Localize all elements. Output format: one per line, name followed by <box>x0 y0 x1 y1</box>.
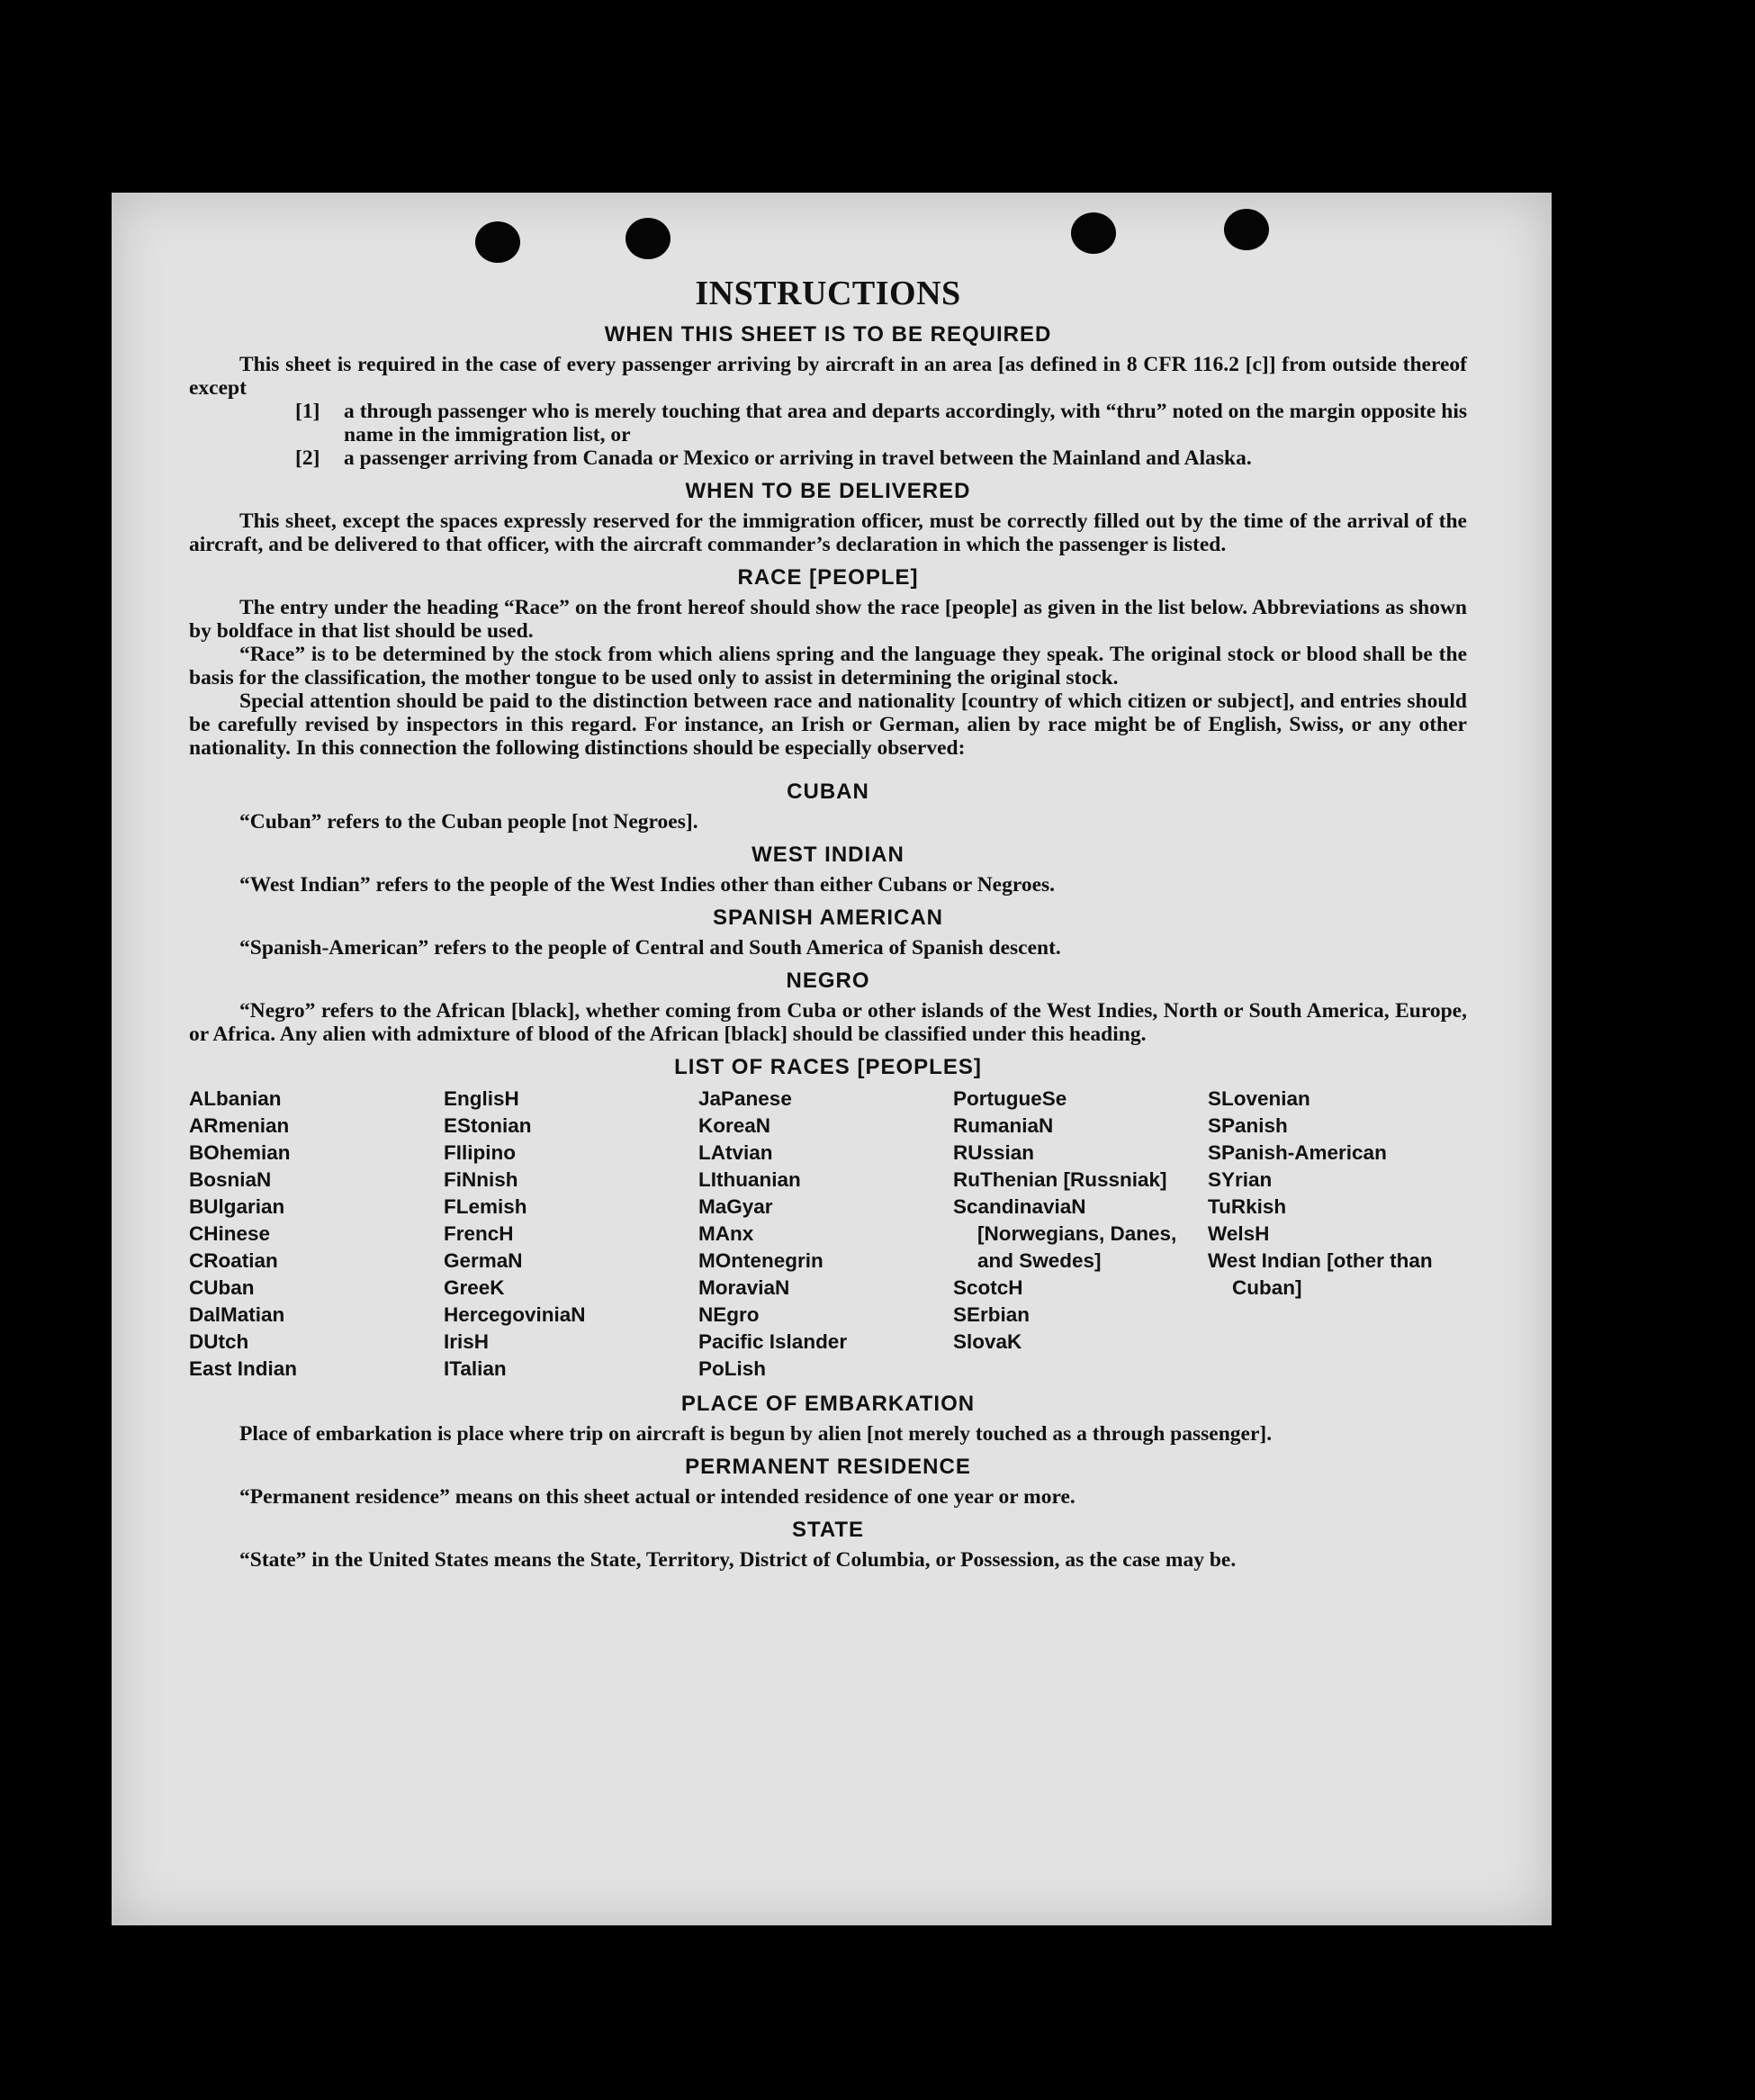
section-heading-state: STATE <box>791 1518 865 1542</box>
state-text: “State” in the United States means the State, Territory, District of Columbia, or Possession, as the case may be. <box>239 1548 1237 1572</box>
race-item: PortugueSe <box>953 1087 1067 1110</box>
race-item: SYrian <box>1208 1168 1273 1191</box>
race-item: DalMatian <box>189 1303 285 1326</box>
race-item: FrencH <box>444 1222 514 1245</box>
race-item: SlovaK <box>953 1330 1022 1353</box>
race-item: PoLish <box>698 1357 767 1380</box>
permanent-residence-text: “Permanent residence” means on this sheet actual or intended residence of one year or more. <box>239 1485 1076 1509</box>
section-heading-cuban: CUBAN <box>787 780 869 804</box>
race-item: MaGyar <box>698 1195 773 1218</box>
punch-hole <box>626 218 670 259</box>
exception-list <box>295 400 1467 470</box>
race-paragraph: Special attention should be paid to the distinction between race and nationality [country of which citizen or subject], and entries should be carefully revised by inspectors in this regard. For instance, an Irish or German, alien by race might be of English, Swiss, or any other nationality. In this connection the following distinctions should be especially observed: <box>189 689 1467 760</box>
punch-hole <box>1224 209 1269 250</box>
race-item: West Indian [other than Cuban] <box>1208 1249 1433 1299</box>
spanish-american-text: “Spanish-American” refers to the people of Central and South America of Spanish descent. <box>239 936 1061 960</box>
cuban-text: “Cuban” refers to the Cuban people [not Negroes]. <box>239 810 698 834</box>
race-column <box>444 1086 698 1383</box>
section-heading-west-indian: WEST INDIAN <box>752 843 904 867</box>
race-item: GermaN <box>444 1249 523 1272</box>
race-item: TuRkish <box>1208 1195 1287 1218</box>
race-item: FLemish <box>444 1195 527 1218</box>
section-heading-list-of-races: LIST OF RACES [PEOPLES] <box>674 1055 982 1079</box>
race-item: KoreaN <box>698 1114 771 1137</box>
race-item: HercegovinіaN <box>444 1303 586 1326</box>
race-item: FiNnish <box>444 1168 518 1191</box>
race-item: SPanish-American <box>1208 1141 1387 1164</box>
section-heading-race: RACE [PEOPLE] <box>737 565 919 590</box>
race-item: WelsH <box>1208 1222 1270 1245</box>
race-item: MOntenegrin <box>698 1249 824 1272</box>
race-item: CUban <box>189 1276 255 1299</box>
race-item: CRoatian <box>189 1249 278 1272</box>
race-item: East Indian <box>189 1357 298 1380</box>
exception-text: a passenger arriving from Canada or Mexico or arriving in travel between the Mainland and Alaska. <box>344 446 1252 470</box>
when-delivered-text: This sheet, except the spaces expressly reserved for the immigration officer, must be correctly filled out by the time of the arrival of the aircraft, and be delivered to that officer, with the aircraft commander’s declaration in which the passenger is listed. <box>189 509 1467 556</box>
race-item: RUssian <box>953 1141 1035 1164</box>
race-item: CHinese <box>189 1222 271 1245</box>
page-title: INSTRUCTIONS <box>695 275 961 312</box>
race-list <box>189 1086 1467 1383</box>
race-item: ALbanian <box>189 1087 282 1110</box>
section-heading-when-required: WHEN THIS SHEET IS TO BE REQUIRED <box>604 322 1052 347</box>
when-required-text: This sheet is required in the case of every passenger arriving by aircraft in an area [as defined in 8 CFR 116.2 [c]] from outside thereof except <box>189 353 1467 400</box>
race-item: FIlipino <box>444 1141 516 1164</box>
exception-item <box>295 400 1467 446</box>
negro-text: “Negro” refers to the African [black], whether coming from Cuba or other islands of the West Indies, North or South America, Europe, or Africa. Any alien with admixture of blood of the African [black] should be classified under this heading. <box>189 999 1467 1046</box>
race-item: NEgro <box>698 1303 760 1326</box>
section-heading-embarkation: PLACE OF EMBARKATION <box>680 1392 976 1416</box>
race-item: DUtch <box>189 1330 249 1353</box>
race-item: SPanish <box>1208 1114 1288 1137</box>
race-item: ScandinaviaN [Norwegians, Danes, and Swedes] <box>953 1195 1177 1272</box>
race-item: RumaniaN <box>953 1114 1054 1137</box>
race-item: Pacific Islander <box>698 1330 848 1353</box>
punch-hole <box>475 221 520 263</box>
race-item: IrisH <box>444 1330 490 1353</box>
race-item: LIthuanian <box>698 1168 801 1191</box>
race-item: LAtvian <box>698 1141 773 1164</box>
exception-number: [2] <box>295 446 320 470</box>
section-heading-negro: NEGRO <box>786 969 870 993</box>
race-item: ITalian <box>444 1357 507 1380</box>
document-sheet <box>112 193 1552 1925</box>
race-item: RuThenian [Russniak] <box>953 1168 1167 1191</box>
race-item: SErbian <box>953 1303 1030 1326</box>
race-column <box>953 1086 1208 1383</box>
race-item: SLovenian <box>1208 1087 1310 1110</box>
race-item: EnglisH <box>444 1087 519 1110</box>
race-item: GreeK <box>444 1276 505 1299</box>
race-item: BUlgarian <box>189 1195 285 1218</box>
race-item: MAnx <box>698 1222 754 1245</box>
race-column <box>1208 1086 1467 1383</box>
race-paragraph: The entry under the heading “Race” on the front hereof should show the race [people] as given in the list below. Abbreviations as shown by boldface in that list should be used. <box>189 596 1467 643</box>
race-item: BOhemian <box>189 1141 291 1164</box>
instructions-content <box>189 274 1467 1572</box>
race-item: BosniaN <box>189 1168 272 1191</box>
race-item: ScotcH <box>953 1276 1023 1299</box>
section-heading-permanent-residence: PERMANENT RESIDENCE <box>685 1455 971 1479</box>
race-item: MoraviaN <box>698 1276 790 1299</box>
exception-text: a through passenger who is merely touching that area and departs accordingly, with “thru” noted on the margin opposite his name in the immigration list, or <box>344 400 1467 446</box>
punch-hole <box>1071 212 1116 254</box>
race-item: ARmenian <box>189 1114 290 1137</box>
race-column <box>189 1086 444 1383</box>
race-paragraph: “Race” is to be determined by the stock from which aliens spring and the language they speak. The original stock or blood shall be the basis for the classification, the mother tongue to be used only to assist in determining the original stock. <box>189 643 1467 689</box>
section-heading-spanish-american: SPANISH AMERICAN <box>712 906 943 930</box>
race-item: EStonian <box>444 1114 532 1137</box>
race-column <box>698 1086 953 1383</box>
section-heading-when-delivered: WHEN TO BE DELIVERED <box>685 479 971 503</box>
west-indian-text: “West Indian” refers to the people of the West Indies other than either Cubans or Negroes. <box>239 873 1056 897</box>
exception-number: [1] <box>295 400 320 423</box>
race-item: JaPanese <box>698 1087 792 1110</box>
embarkation-text: Place of embarkation is place where trip on aircraft is begun by alien [not merely touched as a through passenger]. <box>239 1422 1273 1446</box>
exception-item <box>295 446 1467 470</box>
